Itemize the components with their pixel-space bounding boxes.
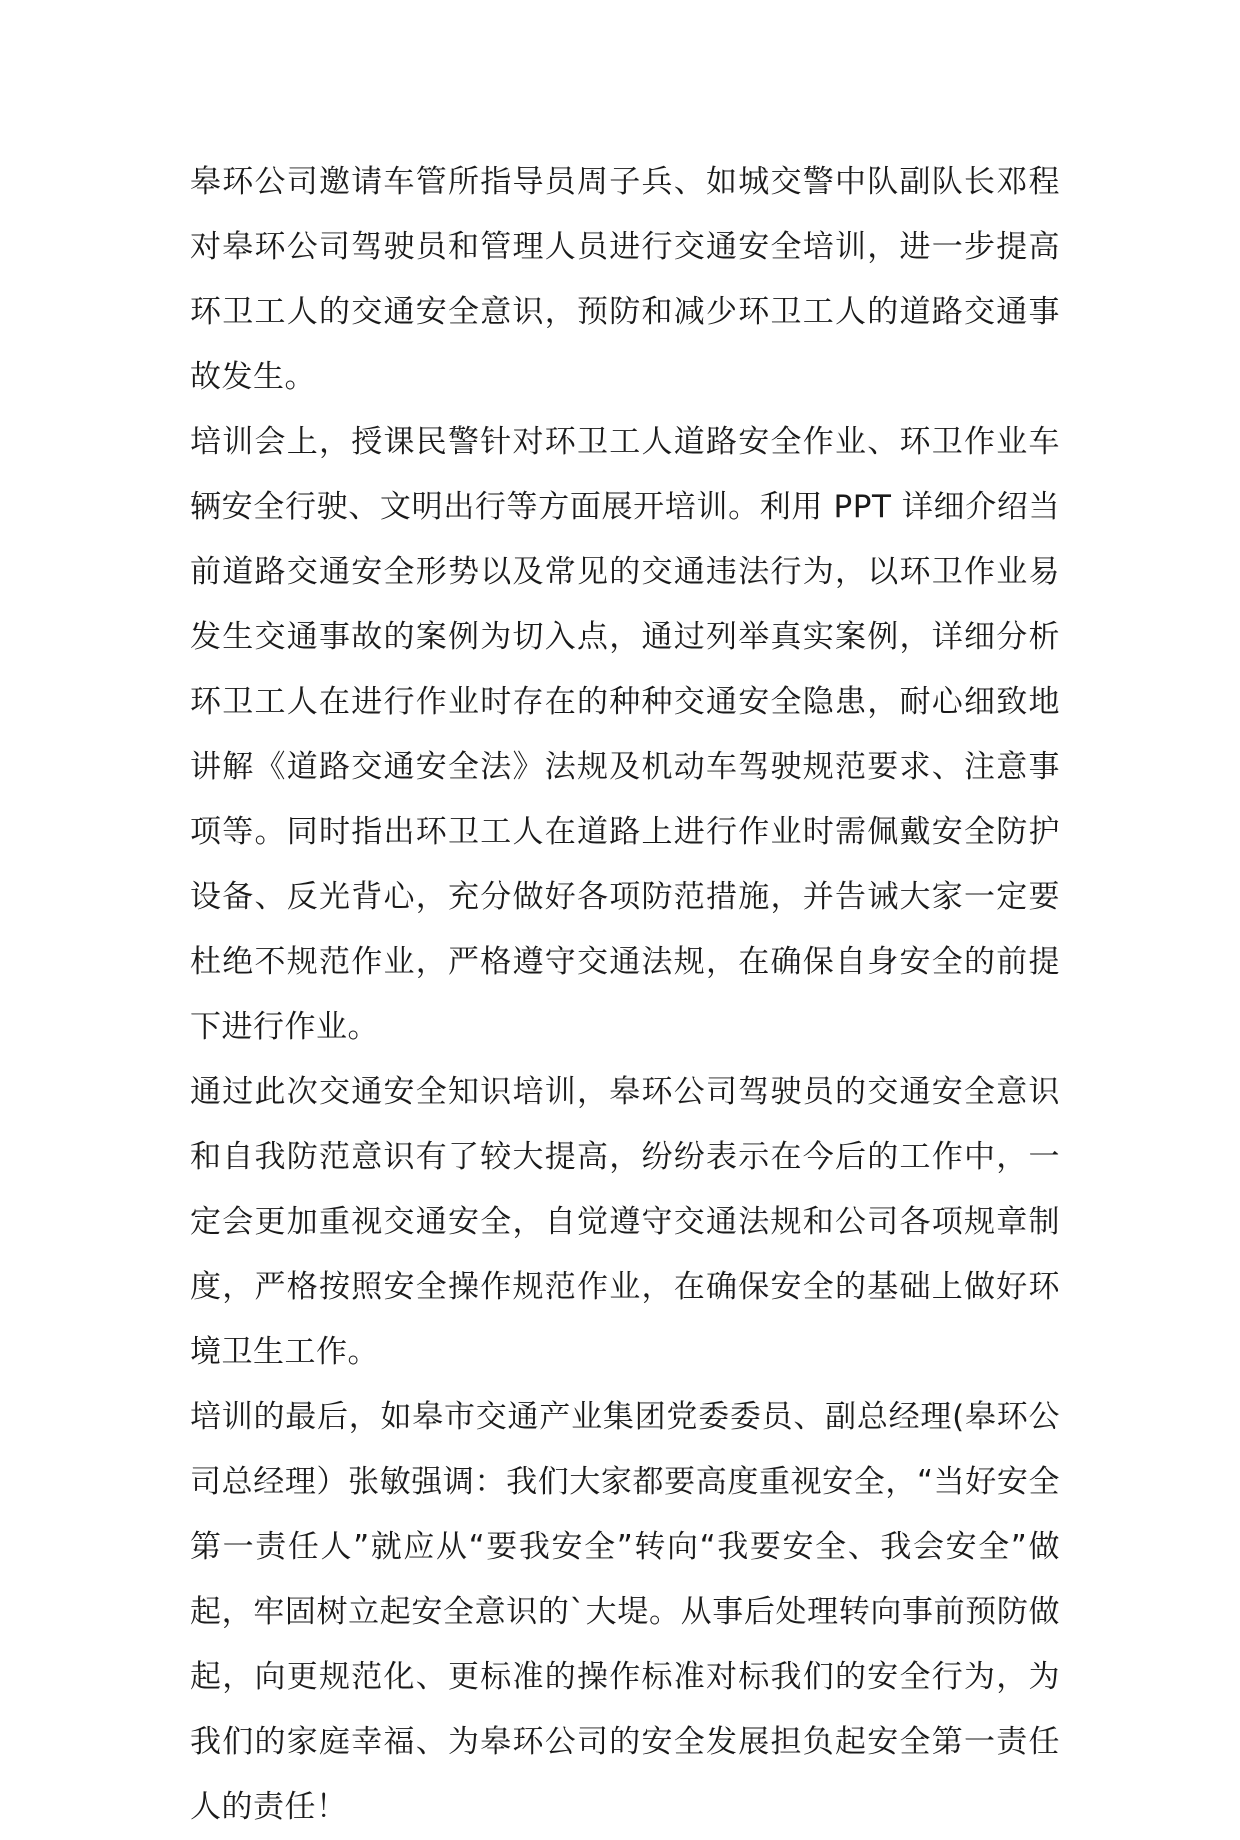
paragraph-1: 皋环公司邀请车管所指导员周子兵、如城交警中队副队长邓程对皋环公司驾驶员和管理人员进行交通安全培训，进一步提高环卫工人的交通安全意识，预防和减少环卫工人的道路交通事故发生。 [190, 164, 1060, 395]
paragraph-4: 培训的最后，如皋市交通产业集团党委委员、副总经理(皋环公司总经理）张敏强调：我们大家都要高度重视安全，“当好安全第一责任人”就应从“要我安全”转向“我要安全、我会安全”做起，牢固树立起安全意识的`大堤。从事后处理转向事前预防做起，向更规范化、更标准的操作标准对标我们的安全行为，为我们的家庭幸福、为皋环公司的安全发展担负起安全第一责任人的责任！ [190, 1399, 1060, 1825]
document-body [190, 150, 1060, 1840]
paragraph-3: 通过此次交通安全知识培训，皋环公司驾驶员的交通安全意识和自我防范意识有了较大提高，纷纷表示在今后的工作中，一定会更加重视交通安全，自觉遵守交通法规和公司各项规章制度，严格按照安全操作规范作业，在确保安全的基础上做好环境卫生工作。 [190, 1074, 1060, 1370]
paragraph-2: 培训会上，授课民警针对环卫工人道路安全作业、环卫作业车辆安全行驶、文明出行等方面展开培训。利用 PPT 详细介绍当前道路交通安全形势以及常见的交通违法行为，以环卫作业易发生交通事故的案例为切入点，通过列举真实案例，详细分析环卫工人在进行作业时存在的种种交通安全隐患，耐心细致地讲解《道路交通安全法》法规及机动车驾驶规范要求、注意事项等。同时指出环卫工人在道路上进行作业时需佩戴安全防护设备、反光背心，充分做好各项防范措施，并告诫大家一定要杜绝不规范作业，严格遵守交通法规，在确保自身安全的前提下进行作业。 [190, 424, 1060, 1045]
